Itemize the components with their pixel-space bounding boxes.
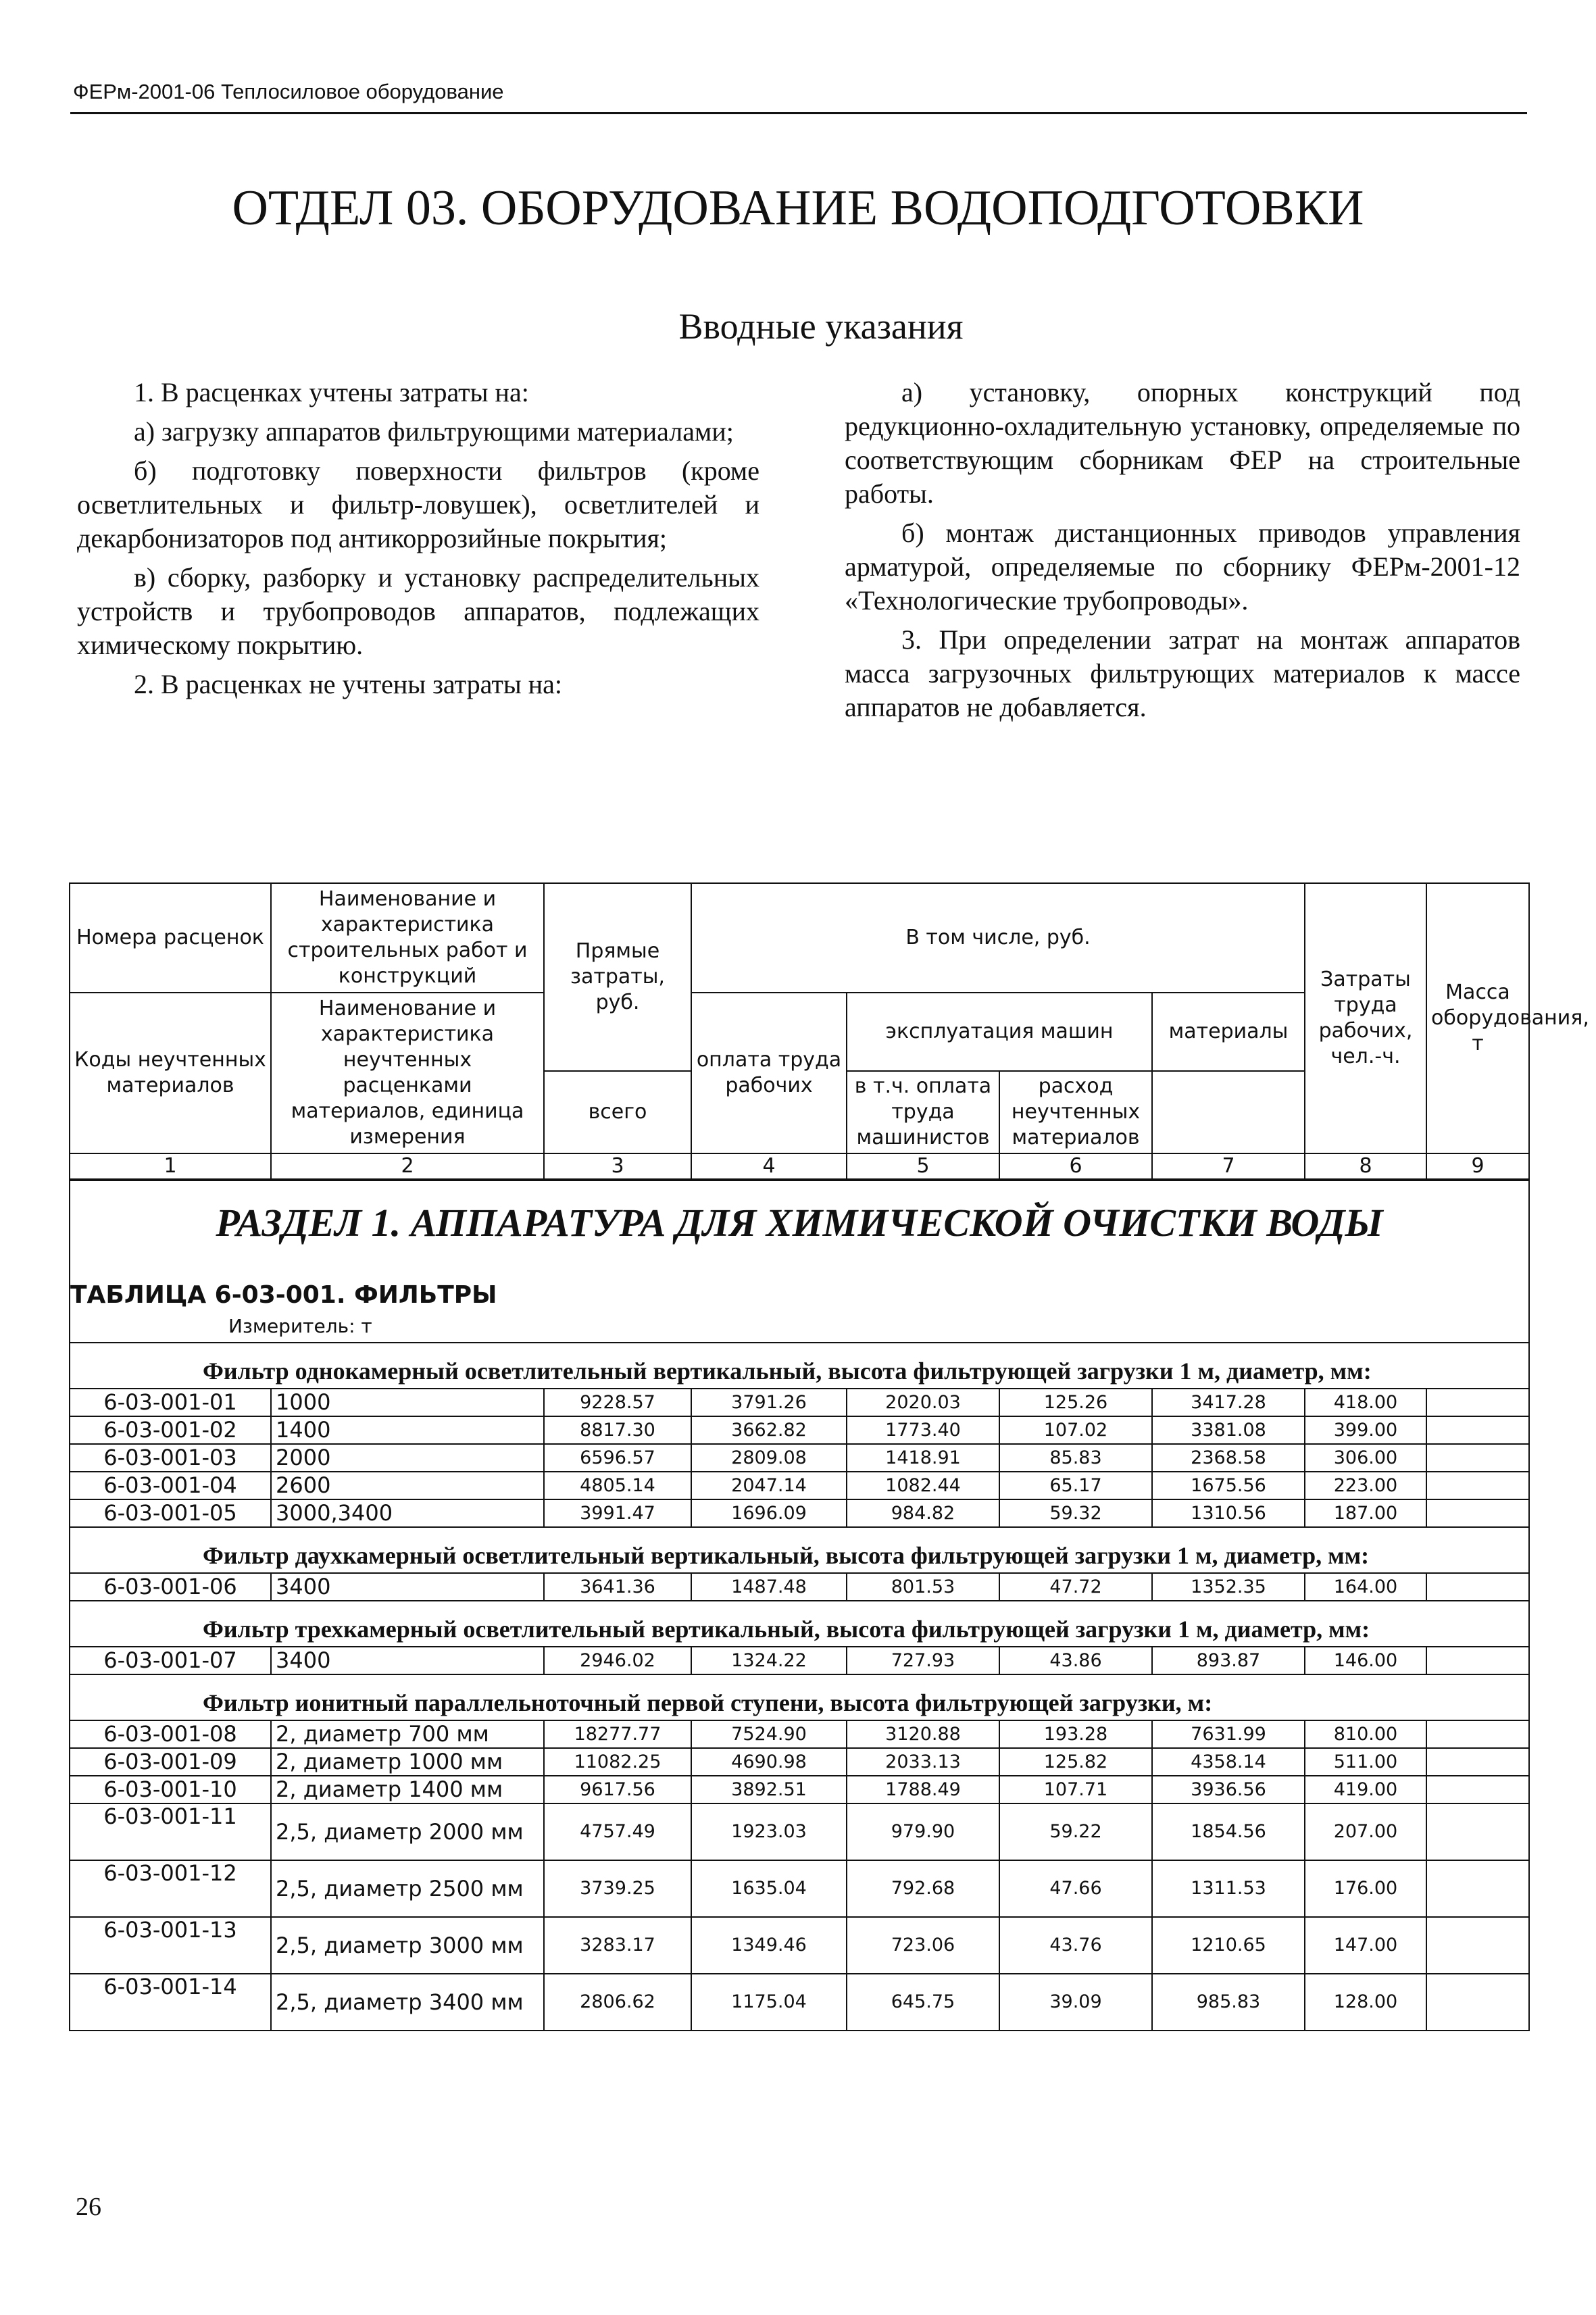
direct-cost-cell: 11082.25	[544, 1748, 691, 1776]
materials-cell: 1675.56	[1152, 1472, 1305, 1499]
mass-cell	[1426, 1389, 1529, 1416]
materials-cell: 1352.35	[1152, 1573, 1305, 1601]
header-materials: материалы	[1152, 993, 1305, 1071]
direct-cost-cell: 18277.77	[544, 1720, 691, 1748]
intro-right-column	[845, 376, 1520, 730]
mass-cell	[1426, 1472, 1529, 1499]
header-worker-pay: оплата труда рабочих	[691, 993, 847, 1153]
mass-cell	[1426, 1917, 1529, 1974]
machines-cell: 1418.91	[847, 1444, 999, 1472]
machines-cell: 2033.13	[847, 1748, 999, 1776]
running-header: ФЕРм-2001-06 Теплосиловое оборудование	[73, 80, 504, 103]
rate-code-cell: 6-03-001-11	[70, 1803, 271, 1860]
labor-hours-cell: 306.00	[1305, 1444, 1426, 1472]
machines-cell: 1082.44	[847, 1472, 999, 1499]
operators-pay-cell: 193.28	[999, 1720, 1152, 1748]
intro-paragraph: 2. В расценках не учтены затраты на:	[134, 669, 562, 699]
operators-pay-cell: 39.09	[999, 1974, 1152, 2031]
materials-cell: 3381.08	[1152, 1416, 1305, 1444]
header-labor-hours: Затраты труда рабочих, чел.-ч.	[1305, 883, 1426, 1153]
machines-cell: 3120.88	[847, 1720, 999, 1748]
rate-code-cell: 6-03-001-14	[70, 1974, 271, 2031]
labor-pay-cell: 1635.04	[691, 1860, 847, 1917]
table-row	[70, 1776, 1529, 1803]
work-name-cell: 2, диаметр 700 мм	[271, 1720, 544, 1748]
section-title: ОТДЕЛ 03. ОБОРУДОВАНИЕ ВОДОПОДГОТОВКИ	[232, 180, 1364, 236]
table-row	[70, 1803, 1529, 1860]
materials-cell: 7631.99	[1152, 1720, 1305, 1748]
header-unaccounted-consumption: расход неучтенных материалов	[999, 1071, 1152, 1153]
work-name-cell: 3400	[271, 1647, 544, 1674]
materials-cell: 1310.56	[1152, 1499, 1305, 1527]
table-row	[70, 1748, 1529, 1776]
rate-code-cell: 6-03-001-13	[70, 1917, 271, 1974]
table-row	[70, 1499, 1529, 1527]
group-heading-row	[70, 1343, 1529, 1389]
rate-code-cell: 6-03-001-02	[70, 1416, 271, 1444]
header-unaccounted-materials: Наименование и характеристика неучтенных расценками материалов, единица измерения	[271, 993, 544, 1153]
labor-hours-cell: 223.00	[1305, 1472, 1426, 1499]
operators-pay-cell: 47.66	[999, 1860, 1152, 1917]
operators-pay-cell: 65.17	[999, 1472, 1152, 1499]
machines-cell: 801.53	[847, 1573, 999, 1601]
work-name-cell: 2, диаметр 1000 мм	[271, 1748, 544, 1776]
column-number: 6	[999, 1153, 1152, 1180]
work-name-cell: 3400	[271, 1573, 544, 1601]
labor-pay-cell: 4690.98	[691, 1748, 847, 1776]
labor-hours-cell: 399.00	[1305, 1416, 1426, 1444]
labor-hours-cell: 419.00	[1305, 1776, 1426, 1803]
rate-code-cell: 6-03-001-06	[70, 1573, 271, 1601]
direct-cost-cell: 9617.56	[544, 1776, 691, 1803]
work-name-cell: 1000	[271, 1389, 544, 1416]
work-name-cell: 2, диаметр 1400 мм	[271, 1776, 544, 1803]
mass-cell	[1426, 1860, 1529, 1917]
materials-cell: 2368.58	[1152, 1444, 1305, 1472]
intro-paragraph: 1. В расценках учтены затраты на:	[134, 377, 529, 407]
group-heading-row	[70, 1527, 1529, 1573]
labor-hours-cell: 207.00	[1305, 1803, 1426, 1860]
operators-pay-cell: 47.72	[999, 1573, 1152, 1601]
header-direct-costs: Прямые затраты, руб.	[544, 883, 691, 1071]
work-name-cell: 2,5, диаметр 3000 мм	[271, 1917, 544, 1974]
materials-cell: 1854.56	[1152, 1803, 1305, 1860]
mass-cell	[1426, 1803, 1529, 1860]
column-number: 9	[1426, 1153, 1529, 1180]
group-heading: Фильтр даухкамерный осветлительный вертикальный, высота фильтрующей загрузки 1 м, диаметр, мм:	[70, 1527, 1529, 1573]
table-row	[70, 1573, 1529, 1601]
header-in-that-number: В том числе, руб.	[691, 883, 1305, 993]
measurement-unit: Измеритель: т	[228, 1315, 372, 1337]
operators-pay-cell: 107.02	[999, 1416, 1152, 1444]
intro-paragraph: а) установку, опорных конструкций под редукционно-охладительную установку, определяемые по соответствующим сборникам ФЕР на строительные работы.	[845, 377, 1520, 509]
labor-hours-cell: 128.00	[1305, 1974, 1426, 2031]
labor-pay-cell: 7524.90	[691, 1720, 847, 1748]
table-title: ТАБЛИЦА 6-03-001. ФИЛЬТРЫ	[70, 1281, 497, 1309]
rate-code-cell: 6-03-001-03	[70, 1444, 271, 1472]
table-row	[70, 1472, 1529, 1499]
group-heading: Фильтр трехкамерный осветлительный вертикальный, высота фильтрующей загрузки 1 м, диаметр, мм:	[70, 1601, 1529, 1647]
direct-cost-cell: 3739.25	[544, 1860, 691, 1917]
rate-code-cell: 6-03-001-01	[70, 1389, 271, 1416]
operators-pay-cell: 125.82	[999, 1748, 1152, 1776]
labor-hours-cell: 187.00	[1305, 1499, 1426, 1527]
work-name-cell: 1400	[271, 1416, 544, 1444]
razdel-title: РАЗДЕЛ 1. АППАРАТУРА ДЛЯ ХИМИЧЕСКОЙ ОЧИСТКИ ВОДЫ	[216, 1201, 1383, 1245]
labor-pay-cell: 1487.48	[691, 1573, 847, 1601]
header-work-name: Наименование и характеристика строительных работ и конструкций	[271, 883, 544, 993]
operators-pay-cell: 59.22	[999, 1803, 1152, 1860]
header-machines: эксплуатация машин	[847, 993, 1152, 1071]
machines-cell: 2020.03	[847, 1389, 999, 1416]
direct-cost-cell: 2946.02	[544, 1647, 691, 1674]
work-name-cell: 2,5, диаметр 2500 мм	[271, 1860, 544, 1917]
materials-cell: 3936.56	[1152, 1776, 1305, 1803]
operators-pay-cell: 85.83	[999, 1444, 1152, 1472]
operators-pay-cell: 43.76	[999, 1917, 1152, 1974]
razdel-cell	[70, 1180, 1529, 1343]
column-number: 5	[847, 1153, 999, 1180]
page-number: 26	[76, 2193, 101, 2221]
intro-paragraph: а) загрузку аппаратов фильтрующими материалами;	[134, 416, 734, 447]
machines-cell: 645.75	[847, 1974, 999, 2031]
direct-cost-cell: 2806.62	[544, 1974, 691, 2031]
rate-code-cell: 6-03-001-12	[70, 1860, 271, 1917]
table-row	[70, 1720, 1529, 1748]
intro-paragraph: 3. При определении затрат на монтаж аппаратов масса загрузочных фильтрующих материалов к массе аппаратов не добавляется.	[845, 624, 1520, 722]
labor-pay-cell: 1349.46	[691, 1917, 847, 1974]
direct-cost-cell: 4757.49	[544, 1803, 691, 1860]
labor-pay-cell: 1696.09	[691, 1499, 847, 1527]
direct-cost-cell: 4805.14	[544, 1472, 691, 1499]
labor-pay-cell: 3892.51	[691, 1776, 847, 1803]
header-machines-total: всего	[544, 1071, 691, 1153]
labor-pay-cell: 3791.26	[691, 1389, 847, 1416]
table-row	[70, 1444, 1529, 1472]
machines-cell: 723.06	[847, 1917, 999, 1974]
labor-hours-cell: 164.00	[1305, 1573, 1426, 1601]
header-equipment-mass: Масса оборудования, т	[1426, 883, 1529, 1153]
machines-cell: 1773.40	[847, 1416, 999, 1444]
labor-hours-cell: 511.00	[1305, 1748, 1426, 1776]
group-heading: Фильтр ионитный параллельноточный первой ступени, высота фильтрующей загрузки, м:	[70, 1674, 1529, 1720]
machines-cell: 984.82	[847, 1499, 999, 1527]
machines-cell: 727.93	[847, 1647, 999, 1674]
labor-pay-cell: 1923.03	[691, 1803, 847, 1860]
mass-cell	[1426, 1974, 1529, 2031]
direct-cost-cell: 9228.57	[544, 1389, 691, 1416]
table-row	[70, 1389, 1529, 1416]
mass-cell	[1426, 1499, 1529, 1527]
mass-cell	[1426, 1416, 1529, 1444]
labor-pay-cell: 2047.14	[691, 1472, 847, 1499]
work-name-cell: 2000	[271, 1444, 544, 1472]
labor-hours-cell: 810.00	[1305, 1720, 1426, 1748]
labor-pay-cell: 2809.08	[691, 1444, 847, 1472]
direct-cost-cell: 3641.36	[544, 1573, 691, 1601]
materials-cell: 3417.28	[1152, 1389, 1305, 1416]
machines-cell: 979.90	[847, 1803, 999, 1860]
column-number: 2	[271, 1153, 544, 1180]
header-rate-numbers: Номера расценок	[70, 883, 271, 993]
mass-cell	[1426, 1444, 1529, 1472]
table-row	[70, 1647, 1529, 1674]
operators-pay-cell: 125.26	[999, 1389, 1152, 1416]
header-rule	[70, 112, 1527, 114]
rate-code-cell: 6-03-001-05	[70, 1499, 271, 1527]
materials-cell: 1210.65	[1152, 1917, 1305, 1974]
work-name-cell: 3000,3400	[271, 1499, 544, 1527]
labor-pay-cell: 1175.04	[691, 1974, 847, 2031]
materials-cell: 1311.53	[1152, 1860, 1305, 1917]
mass-cell	[1426, 1720, 1529, 1748]
machines-cell: 792.68	[847, 1860, 999, 1917]
header-unaccounted-codes: Коды неучтенных материалов	[70, 993, 271, 1153]
column-number: 1	[70, 1153, 271, 1180]
materials-cell: 4358.14	[1152, 1748, 1305, 1776]
header-operator-pay: в т.ч. оплата труда машинистов	[847, 1071, 999, 1153]
direct-cost-cell: 8817.30	[544, 1416, 691, 1444]
table-row	[70, 1974, 1529, 2031]
mass-cell	[1426, 1647, 1529, 1674]
direct-cost-cell: 6596.57	[544, 1444, 691, 1472]
table-row	[70, 1917, 1529, 1974]
table-row	[70, 1416, 1529, 1444]
operators-pay-cell: 59.32	[999, 1499, 1152, 1527]
labor-hours-cell: 418.00	[1305, 1389, 1426, 1416]
operators-pay-cell: 43.86	[999, 1647, 1152, 1674]
table-row	[70, 1860, 1529, 1917]
mass-cell	[1426, 1776, 1529, 1803]
group-heading: Фильтр однокамерный осветлительный вертикальный, высота фильтрующей загрузки 1 м, диаметр, мм:	[70, 1343, 1529, 1389]
intro-paragraph: б) монтаж дистанционных приводов управления арматурой, определяемые по сборнику ФЕРм-2001-12 «Технологические трубопроводы».	[845, 518, 1520, 616]
rate-code-cell: 6-03-001-04	[70, 1472, 271, 1499]
mass-cell	[1426, 1573, 1529, 1601]
machines-cell: 1788.49	[847, 1776, 999, 1803]
labor-pay-cell: 3662.82	[691, 1416, 847, 1444]
rate-code-cell: 6-03-001-10	[70, 1776, 271, 1803]
column-number: 8	[1305, 1153, 1426, 1180]
labor-pay-cell: 1324.22	[691, 1647, 847, 1674]
intro-paragraph: б) подготовку поверхности фильтров (кроме осветлительных и фильтр-ловушек), осветлителей и декарбонизаторов под антикоррозийные покрытия;	[77, 455, 759, 553]
intro-left-column	[77, 376, 759, 707]
rate-code-cell: 6-03-001-08	[70, 1720, 271, 1748]
operators-pay-cell: 107.71	[999, 1776, 1152, 1803]
intro-title: Вводные указания	[678, 306, 964, 347]
column-number: 4	[691, 1153, 847, 1180]
group-heading-row	[70, 1601, 1529, 1647]
column-number: 7	[1152, 1153, 1305, 1180]
direct-cost-cell: 3991.47	[544, 1499, 691, 1527]
column-number: 3	[544, 1153, 691, 1180]
materials-cell: 985.83	[1152, 1974, 1305, 2031]
mass-cell	[1426, 1748, 1529, 1776]
razdel-block	[70, 1181, 1528, 1342]
rate-code-cell: 6-03-001-07	[70, 1647, 271, 1674]
rate-code-cell: 6-03-001-09	[70, 1748, 271, 1776]
labor-hours-cell: 146.00	[1305, 1647, 1426, 1674]
group-heading-row	[70, 1674, 1529, 1720]
materials-cell: 893.87	[1152, 1647, 1305, 1674]
direct-cost-cell: 3283.17	[544, 1917, 691, 1974]
work-name-cell: 2,5, диаметр 3400 мм	[271, 1974, 544, 2031]
work-name-cell: 2600	[271, 1472, 544, 1499]
labor-hours-cell: 147.00	[1305, 1917, 1426, 1974]
rates-table	[69, 882, 1589, 2031]
intro-paragraph: в) сборку, разборку и установку распределительных устройств и трубопроводов аппаратов, подлежащих химическому покрытию.	[77, 562, 759, 660]
labor-hours-cell: 176.00	[1305, 1860, 1426, 1917]
work-name-cell: 2,5, диаметр 2000 мм	[271, 1803, 544, 1860]
